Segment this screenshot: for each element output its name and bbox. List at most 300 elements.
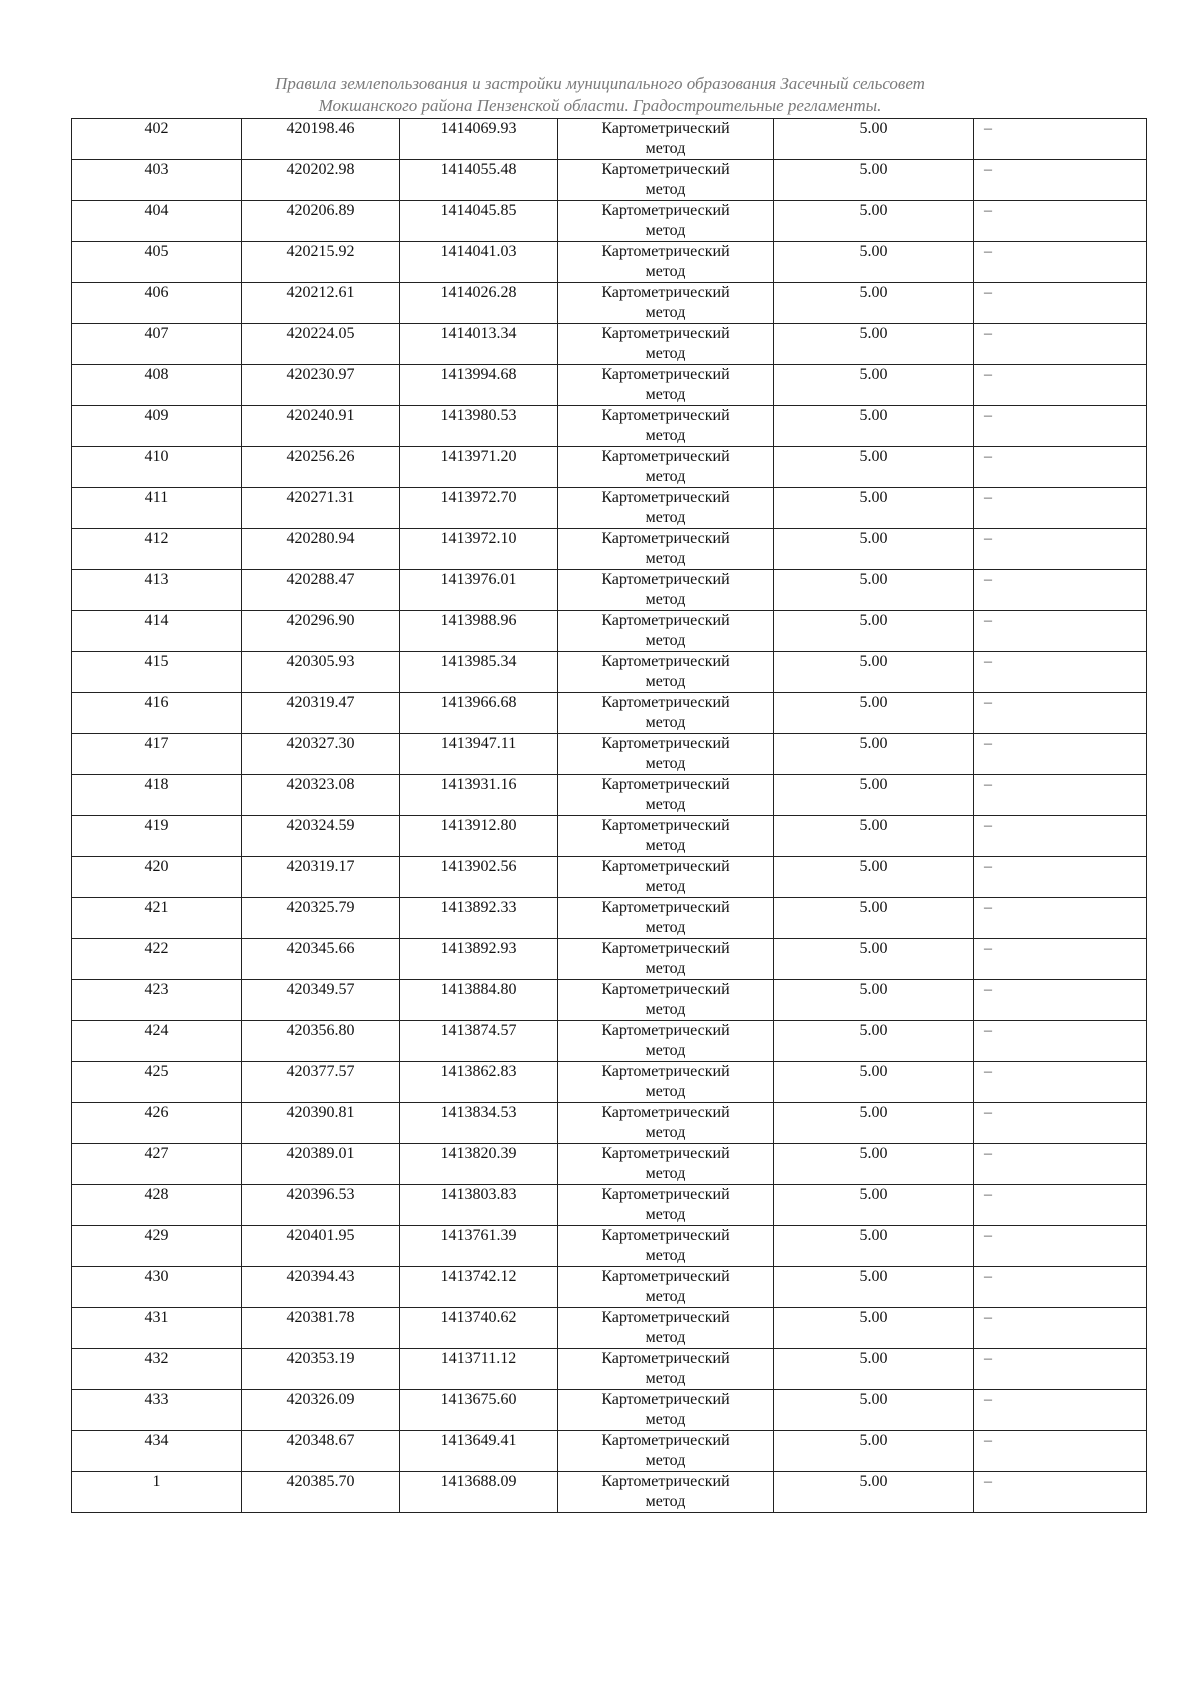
point-number-cell: 402 [72, 119, 242, 160]
y-coordinate-cell: 1413988.96 [400, 611, 558, 652]
point-number-cell: 411 [72, 488, 242, 529]
method-label-line-1: Картометрический [601, 325, 730, 342]
note-cell: – [974, 816, 1147, 857]
precision-cell: 5.00 [774, 119, 974, 160]
table-row [72, 1144, 1147, 1185]
method-label-line-2: метод [645, 140, 686, 157]
x-coordinate-cell: 420396.53 [242, 1185, 400, 1226]
x-coordinate-cell: 420240.91 [242, 406, 400, 447]
y-coordinate-cell: 1413972.10 [400, 529, 558, 570]
x-coordinate-cell: 420319.17 [242, 857, 400, 898]
method-label-line-1: Картометрический [601, 1227, 730, 1244]
y-coordinate-cell: 1413902.56 [400, 857, 558, 898]
table-row [72, 1472, 1147, 1513]
x-coordinate-cell: 420381.78 [242, 1308, 400, 1349]
table-row [72, 570, 1147, 611]
x-coordinate-cell: 420356.80 [242, 1021, 400, 1062]
y-coordinate-cell: 1413985.34 [400, 652, 558, 693]
method-label-line-2: метод [645, 1329, 686, 1346]
note-cell: – [974, 283, 1147, 324]
point-number-cell: 434 [72, 1431, 242, 1472]
method-cell [558, 488, 774, 529]
precision-cell: 5.00 [774, 1226, 974, 1267]
point-number-cell: 406 [72, 283, 242, 324]
method-label-line-2: метод [645, 796, 686, 813]
point-number-cell: 430 [72, 1267, 242, 1308]
table-row [72, 447, 1147, 488]
header-line-1: Правила землепользования и застройки муниципального образования Засечный сельсовет [275, 74, 925, 93]
point-number-cell: 427 [72, 1144, 242, 1185]
note-cell: – [974, 529, 1147, 570]
precision-cell: 5.00 [774, 1021, 974, 1062]
note-cell: – [974, 898, 1147, 939]
y-coordinate-cell: 1413711.12 [400, 1349, 558, 1390]
method-label-line-1: Картометрический [601, 612, 730, 629]
method-label-line-2: метод [645, 509, 686, 526]
method-label-line-2: метод [645, 878, 686, 895]
note-cell: – [974, 324, 1147, 365]
precision-cell: 5.00 [774, 488, 974, 529]
x-coordinate-cell: 420305.93 [242, 652, 400, 693]
precision-cell: 5.00 [774, 1472, 974, 1513]
precision-cell: 5.00 [774, 1308, 974, 1349]
method-cell [558, 570, 774, 611]
method-label-line-2: метод [645, 1370, 686, 1387]
x-coordinate-cell: 420212.61 [242, 283, 400, 324]
note-cell: – [974, 611, 1147, 652]
method-label-line-1: Картометрический [601, 243, 730, 260]
method-cell [558, 775, 774, 816]
table-row [72, 488, 1147, 529]
note-cell: – [974, 775, 1147, 816]
table-row [72, 980, 1147, 1021]
method-label-line-1: Картометрический [601, 1309, 730, 1326]
x-coordinate-cell: 420323.08 [242, 775, 400, 816]
method-label-line-2: метод [645, 1411, 686, 1428]
y-coordinate-cell: 1414069.93 [400, 119, 558, 160]
note-cell: – [974, 1185, 1147, 1226]
x-coordinate-cell: 420385.70 [242, 1472, 400, 1513]
x-coordinate-cell: 420206.89 [242, 201, 400, 242]
note-cell: – [974, 119, 1147, 160]
precision-cell: 5.00 [774, 980, 974, 1021]
x-coordinate-cell: 420288.47 [242, 570, 400, 611]
x-coordinate-cell: 420348.67 [242, 1431, 400, 1472]
method-cell [558, 1308, 774, 1349]
x-coordinate-cell: 420280.94 [242, 529, 400, 570]
method-cell [558, 406, 774, 447]
y-coordinate-cell: 1413740.62 [400, 1308, 558, 1349]
y-coordinate-cell: 1413972.70 [400, 488, 558, 529]
note-cell: – [974, 242, 1147, 283]
note-cell: – [974, 1062, 1147, 1103]
y-coordinate-cell: 1413874.57 [400, 1021, 558, 1062]
table-row [72, 1349, 1147, 1390]
point-number-cell: 416 [72, 693, 242, 734]
point-number-cell: 413 [72, 570, 242, 611]
method-label-line-1: Картометрический [601, 1022, 730, 1039]
method-label-line-1: Картометрический [601, 489, 730, 506]
table-row [72, 242, 1147, 283]
note-cell: – [974, 1390, 1147, 1431]
method-cell [558, 324, 774, 365]
y-coordinate-cell: 1413803.83 [400, 1185, 558, 1226]
point-number-cell: 1 [72, 1472, 242, 1513]
precision-cell: 5.00 [774, 1267, 974, 1308]
y-coordinate-cell: 1413761.39 [400, 1226, 558, 1267]
method-label-line-2: метод [645, 263, 686, 280]
note-cell: – [974, 570, 1147, 611]
note-cell: – [974, 1349, 1147, 1390]
precision-cell: 5.00 [774, 406, 974, 447]
table-row [72, 775, 1147, 816]
method-label-line-1: Картометрический [601, 817, 730, 834]
table-row [72, 160, 1147, 201]
y-coordinate-cell: 1413649.41 [400, 1431, 558, 1472]
precision-cell: 5.00 [774, 365, 974, 406]
y-coordinate-cell: 1413931.16 [400, 775, 558, 816]
method-cell [558, 857, 774, 898]
method-label-line-1: Картометрический [601, 1145, 730, 1162]
method-label-line-1: Картометрический [601, 1350, 730, 1367]
method-label-line-2: метод [645, 673, 686, 690]
method-label-line-1: Картометрический [601, 202, 730, 219]
point-number-cell: 429 [72, 1226, 242, 1267]
method-label-line-2: метод [645, 427, 686, 444]
precision-cell: 5.00 [774, 693, 974, 734]
precision-cell: 5.00 [774, 816, 974, 857]
method-label-line-1: Картометрический [601, 1186, 730, 1203]
table-row [72, 1226, 1147, 1267]
x-coordinate-cell: 420353.19 [242, 1349, 400, 1390]
x-coordinate-cell: 420271.31 [242, 488, 400, 529]
note-cell: – [974, 406, 1147, 447]
method-label-line-2: метод [645, 714, 686, 731]
y-coordinate-cell: 1414026.28 [400, 283, 558, 324]
y-coordinate-cell: 1414013.34 [400, 324, 558, 365]
method-cell [558, 1267, 774, 1308]
precision-cell: 5.00 [774, 611, 974, 652]
point-number-cell: 432 [72, 1349, 242, 1390]
method-label-line-2: метод [645, 1288, 686, 1305]
table-row [72, 406, 1147, 447]
method-label-line-2: метод [645, 755, 686, 772]
point-number-cell: 426 [72, 1103, 242, 1144]
point-number-cell: 405 [72, 242, 242, 283]
table-row [72, 898, 1147, 939]
x-coordinate-cell: 420326.09 [242, 1390, 400, 1431]
method-label-line-2: метод [645, 1124, 686, 1141]
method-label-line-2: метод [645, 181, 686, 198]
method-label-line-2: метод [645, 960, 686, 977]
method-label-line-1: Картометрический [601, 530, 730, 547]
method-label-line-1: Картометрический [601, 981, 730, 998]
x-coordinate-cell: 420325.79 [242, 898, 400, 939]
point-number-cell: 407 [72, 324, 242, 365]
point-number-cell: 412 [72, 529, 242, 570]
precision-cell: 5.00 [774, 324, 974, 365]
point-number-cell: 419 [72, 816, 242, 857]
y-coordinate-cell: 1413884.80 [400, 980, 558, 1021]
point-number-cell: 431 [72, 1308, 242, 1349]
note-cell: – [974, 1144, 1147, 1185]
precision-cell: 5.00 [774, 734, 974, 775]
y-coordinate-cell: 1413980.53 [400, 406, 558, 447]
point-number-cell: 409 [72, 406, 242, 447]
method-label-line-1: Картометрический [601, 735, 730, 752]
method-label-line-2: метод [645, 837, 686, 854]
point-number-cell: 428 [72, 1185, 242, 1226]
method-cell [558, 365, 774, 406]
method-label-line-1: Картометрический [601, 407, 730, 424]
precision-cell: 5.00 [774, 898, 974, 939]
method-cell [558, 1431, 774, 1472]
point-number-cell: 424 [72, 1021, 242, 1062]
precision-cell: 5.00 [774, 529, 974, 570]
y-coordinate-cell: 1413947.11 [400, 734, 558, 775]
point-number-cell: 433 [72, 1390, 242, 1431]
precision-cell: 5.00 [774, 283, 974, 324]
method-cell [558, 611, 774, 652]
precision-cell: 5.00 [774, 857, 974, 898]
point-number-cell: 414 [72, 611, 242, 652]
precision-cell: 5.00 [774, 939, 974, 980]
precision-cell: 5.00 [774, 1062, 974, 1103]
table-row [72, 693, 1147, 734]
table-row [72, 119, 1147, 160]
note-cell: – [974, 939, 1147, 980]
y-coordinate-cell: 1413892.33 [400, 898, 558, 939]
method-label-line-2: метод [645, 1452, 686, 1469]
header-line-2: Мокшанского района Пензенской области. Градостроительные регламенты. [318, 96, 882, 115]
method-label-line-1: Картометрический [601, 1432, 730, 1449]
point-number-cell: 418 [72, 775, 242, 816]
method-cell [558, 1103, 774, 1144]
note-cell: – [974, 1308, 1147, 1349]
method-label-line-2: метод [645, 1493, 686, 1510]
y-coordinate-cell: 1413976.01 [400, 570, 558, 611]
point-number-cell: 420 [72, 857, 242, 898]
method-label-line-1: Картометрический [601, 448, 730, 465]
method-label-line-1: Картометрический [601, 1268, 730, 1285]
y-coordinate-cell: 1413834.53 [400, 1103, 558, 1144]
precision-cell: 5.00 [774, 570, 974, 611]
table-row [72, 652, 1147, 693]
method-label-line-2: метод [645, 468, 686, 485]
note-cell: – [974, 1226, 1147, 1267]
point-number-cell: 415 [72, 652, 242, 693]
precision-cell: 5.00 [774, 201, 974, 242]
x-coordinate-cell: 420401.95 [242, 1226, 400, 1267]
y-coordinate-cell: 1414055.48 [400, 160, 558, 201]
x-coordinate-cell: 420319.47 [242, 693, 400, 734]
point-number-cell: 417 [72, 734, 242, 775]
table-row [72, 1267, 1147, 1308]
note-cell: – [974, 160, 1147, 201]
method-label-line-1: Картометрический [601, 571, 730, 588]
y-coordinate-cell: 1413862.83 [400, 1062, 558, 1103]
method-label-line-2: метод [645, 1042, 686, 1059]
point-number-cell: 423 [72, 980, 242, 1021]
method-cell [558, 1185, 774, 1226]
x-coordinate-cell: 420345.66 [242, 939, 400, 980]
y-coordinate-cell: 1414041.03 [400, 242, 558, 283]
coordinates-table [71, 118, 1147, 1513]
method-cell [558, 1226, 774, 1267]
method-label-line-2: метод [645, 1165, 686, 1182]
method-cell [558, 1349, 774, 1390]
method-cell [558, 1472, 774, 1513]
method-label-line-1: Картометрический [601, 284, 730, 301]
coordinates-table-body [72, 119, 1147, 1513]
table-row [72, 1021, 1147, 1062]
method-label-line-1: Картометрический [601, 776, 730, 793]
y-coordinate-cell: 1413892.93 [400, 939, 558, 980]
method-cell [558, 1062, 774, 1103]
method-label-line-1: Картометрический [601, 161, 730, 178]
note-cell: – [974, 365, 1147, 406]
table-row [72, 734, 1147, 775]
x-coordinate-cell: 420394.43 [242, 1267, 400, 1308]
method-cell [558, 1144, 774, 1185]
method-label-line-2: метод [645, 1206, 686, 1223]
table-row [72, 939, 1147, 980]
note-cell: – [974, 652, 1147, 693]
precision-cell: 5.00 [774, 447, 974, 488]
note-cell: – [974, 1472, 1147, 1513]
method-cell [558, 160, 774, 201]
method-cell [558, 242, 774, 283]
point-number-cell: 404 [72, 201, 242, 242]
method-label-line-1: Картометрический [601, 120, 730, 137]
method-label-line-2: метод [645, 386, 686, 403]
point-number-cell: 403 [72, 160, 242, 201]
precision-cell: 5.00 [774, 1390, 974, 1431]
table-row [72, 1308, 1147, 1349]
method-label-line-1: Картометрический [601, 1473, 730, 1490]
method-label-line-1: Картометрический [601, 940, 730, 957]
table-row [72, 1103, 1147, 1144]
method-cell [558, 1021, 774, 1062]
method-cell [558, 898, 774, 939]
y-coordinate-cell: 1413688.09 [400, 1472, 558, 1513]
y-coordinate-cell: 1413675.60 [400, 1390, 558, 1431]
method-cell [558, 119, 774, 160]
table-row [72, 611, 1147, 652]
table-row [72, 324, 1147, 365]
precision-cell: 5.00 [774, 1144, 974, 1185]
y-coordinate-cell: 1413966.68 [400, 693, 558, 734]
table-row [72, 1390, 1147, 1431]
precision-cell: 5.00 [774, 1349, 974, 1390]
method-label-line-1: Картометрический [601, 694, 730, 711]
table-row [72, 1431, 1147, 1472]
table-row [72, 816, 1147, 857]
y-coordinate-cell: 1414045.85 [400, 201, 558, 242]
method-label-line-2: метод [645, 919, 686, 936]
method-cell [558, 734, 774, 775]
method-cell [558, 816, 774, 857]
method-label-line-2: метод [645, 345, 686, 362]
note-cell: – [974, 447, 1147, 488]
method-cell [558, 980, 774, 1021]
precision-cell: 5.00 [774, 652, 974, 693]
method-cell [558, 447, 774, 488]
x-coordinate-cell: 420202.98 [242, 160, 400, 201]
method-cell [558, 652, 774, 693]
point-number-cell: 422 [72, 939, 242, 980]
method-label-line-2: метод [645, 222, 686, 239]
precision-cell: 5.00 [774, 242, 974, 283]
x-coordinate-cell: 420230.97 [242, 365, 400, 406]
method-label-line-2: метод [645, 1001, 686, 1018]
method-label-line-1: Картометрический [601, 1104, 730, 1121]
method-label-line-2: метод [645, 1247, 686, 1264]
note-cell: – [974, 1021, 1147, 1062]
precision-cell: 5.00 [774, 1185, 974, 1226]
method-label-line-1: Картометрический [601, 653, 730, 670]
table-row [72, 1185, 1147, 1226]
note-cell: – [974, 201, 1147, 242]
method-cell [558, 283, 774, 324]
x-coordinate-cell: 420256.26 [242, 447, 400, 488]
note-cell: – [974, 1103, 1147, 1144]
method-label-line-1: Картометрический [601, 1391, 730, 1408]
x-coordinate-cell: 420324.59 [242, 816, 400, 857]
x-coordinate-cell: 420296.90 [242, 611, 400, 652]
table-row [72, 529, 1147, 570]
method-label-line-2: метод [645, 591, 686, 608]
x-coordinate-cell: 420198.46 [242, 119, 400, 160]
x-coordinate-cell: 420215.92 [242, 242, 400, 283]
note-cell: – [974, 980, 1147, 1021]
precision-cell: 5.00 [774, 1103, 974, 1144]
table-row [72, 201, 1147, 242]
x-coordinate-cell: 420390.81 [242, 1103, 400, 1144]
precision-cell: 5.00 [774, 775, 974, 816]
method-cell [558, 939, 774, 980]
point-number-cell: 408 [72, 365, 242, 406]
point-number-cell: 425 [72, 1062, 242, 1103]
page-header [180, 73, 1020, 117]
method-label-line-1: Картометрический [601, 899, 730, 916]
note-cell: – [974, 857, 1147, 898]
x-coordinate-cell: 420224.05 [242, 324, 400, 365]
method-cell [558, 529, 774, 570]
note-cell: – [974, 734, 1147, 775]
x-coordinate-cell: 420377.57 [242, 1062, 400, 1103]
method-label-line-2: метод [645, 550, 686, 567]
y-coordinate-cell: 1413971.20 [400, 447, 558, 488]
table-row [72, 365, 1147, 406]
precision-cell: 5.00 [774, 160, 974, 201]
note-cell: – [974, 488, 1147, 529]
y-coordinate-cell: 1413742.12 [400, 1267, 558, 1308]
x-coordinate-cell: 420349.57 [242, 980, 400, 1021]
method-label-line-2: метод [645, 304, 686, 321]
x-coordinate-cell: 420389.01 [242, 1144, 400, 1185]
x-coordinate-cell: 420327.30 [242, 734, 400, 775]
table-row [72, 1062, 1147, 1103]
table-row [72, 857, 1147, 898]
method-label-line-1: Картометрический [601, 1063, 730, 1080]
precision-cell: 5.00 [774, 1431, 974, 1472]
table-row [72, 283, 1147, 324]
note-cell: – [974, 1267, 1147, 1308]
method-cell [558, 201, 774, 242]
point-number-cell: 421 [72, 898, 242, 939]
y-coordinate-cell: 1413912.80 [400, 816, 558, 857]
